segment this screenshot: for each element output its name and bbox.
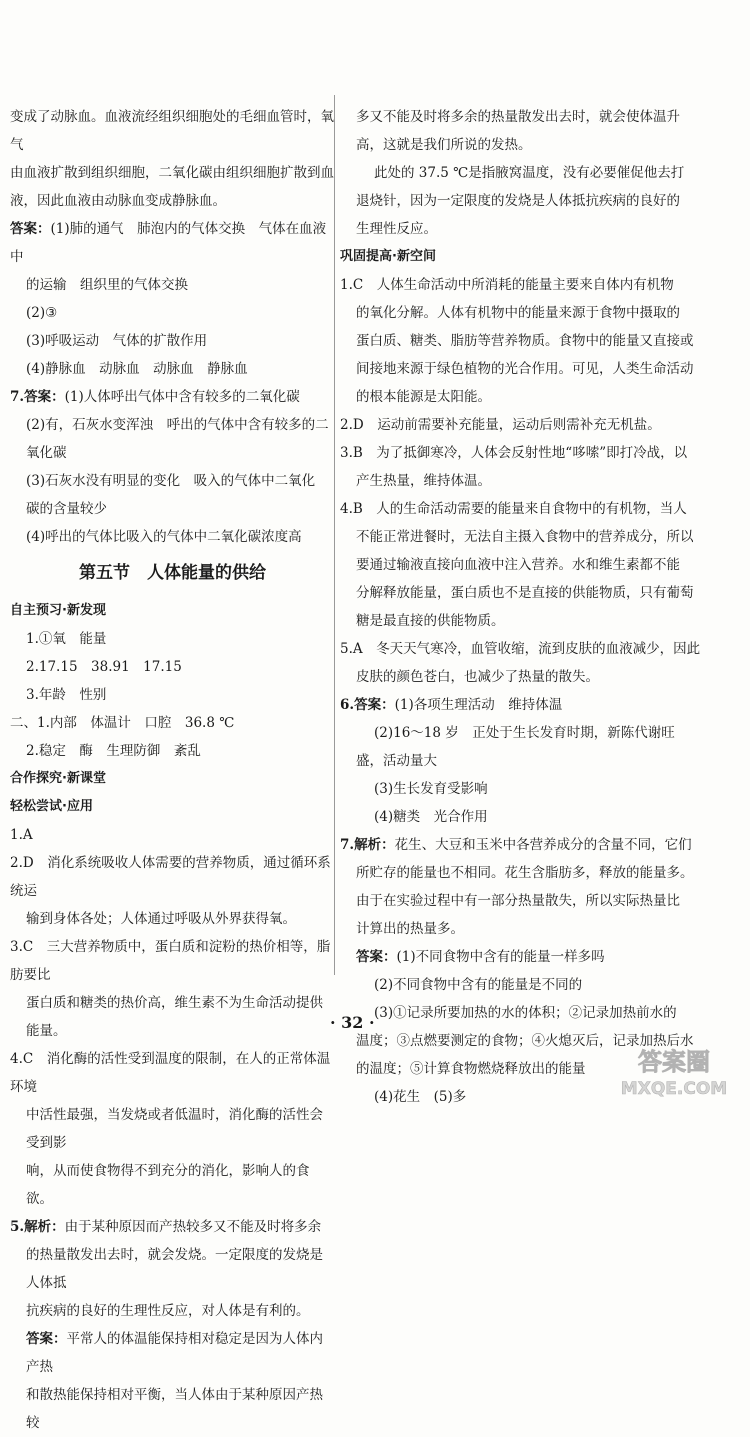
line-text: 中活性最强，当发烧或者低温时，消化酶的活性会受到影 <box>26 1107 323 1151</box>
line-text: 响，从而使食物得不到充分的消化，影响人的食欲。 <box>26 1163 310 1207</box>
text-line <box>10 849 335 905</box>
text-line <box>340 943 715 971</box>
text-line <box>340 215 715 243</box>
text-line <box>10 653 335 681</box>
text-line <box>340 103 715 131</box>
text-line <box>340 775 715 803</box>
text-line <box>10 187 335 215</box>
line-text: 抗疾病的良好的生理性反应，对人体是有利的。 <box>26 1303 310 1319</box>
text-line <box>10 1241 335 1297</box>
text-line <box>10 1297 335 1325</box>
watermark-line2: MXQE.COM <box>620 1079 728 1099</box>
text-line <box>10 681 335 709</box>
text-line <box>10 103 335 159</box>
text-line <box>340 635 715 663</box>
line-text: 1.①氧 能量 <box>26 631 107 647</box>
text-line <box>10 1213 335 1241</box>
text-line <box>340 859 715 887</box>
text-line <box>340 607 715 635</box>
section-title <box>10 559 335 587</box>
text-line <box>10 625 335 653</box>
line-text: 第五节 人体能量的供给 <box>79 563 266 583</box>
text-line <box>10 439 335 467</box>
text-line <box>10 933 335 989</box>
line-text: 自主预习·新发现 <box>10 603 106 618</box>
line-text: 所贮存的能量也不相同。花生含脂肪多，释放的能量多。 <box>356 865 694 881</box>
line-text: 蛋白质和糖类的热价高，维生素不为生命活动提供能量。 <box>26 995 323 1039</box>
text-line <box>340 523 715 551</box>
line-text: 合作探究·新课堂 <box>10 771 106 786</box>
line-text: 的热量散发出去时，就会发烧。一定限度的发烧是人体抵 <box>26 1247 323 1291</box>
text-line <box>10 411 335 439</box>
text-line <box>340 411 715 439</box>
line-text: (2)16～18 岁 正处于生长发育时期，新陈代谢旺 <box>374 725 675 741</box>
answer-label: 7.解析： <box>340 837 395 853</box>
line-text: 糖是最直接的供能物质。 <box>356 613 505 629</box>
text-line <box>340 271 715 299</box>
line-text: 计算出的热量多。 <box>356 921 464 937</box>
text-line <box>10 821 335 849</box>
answer-label: 5.解析： <box>10 1219 65 1235</box>
line-text: 碳的含量较少 <box>26 501 107 517</box>
text-line <box>340 327 715 355</box>
line-text: 4.B 人的生命活动需要的能量来自食物中的有机物，当人 <box>340 501 687 517</box>
line-text: 变成了动脉血。血液流经组织细胞处的毛细血管时，氧气 <box>10 109 334 153</box>
line-text: 巩固提高·新空间 <box>340 249 436 264</box>
text-line <box>10 1325 335 1381</box>
page-number: · 32 · <box>330 1013 375 1032</box>
line-text: 生理性反应。 <box>356 221 437 237</box>
section-heading <box>10 793 335 821</box>
text-line <box>10 215 335 271</box>
text-line <box>10 737 335 765</box>
line-text: 3.年龄 性别 <box>26 687 107 703</box>
text-line <box>340 747 715 775</box>
text-line <box>10 299 335 327</box>
text-line <box>340 831 715 859</box>
line-text: 和散热能保持相对平衡，当人体由于某种原因产热较 <box>26 1387 323 1431</box>
line-text: 不能正常进餐时，无法自主摄入食物中的营养成分，所以 <box>356 529 694 545</box>
left-column <box>10 103 335 1437</box>
line-text: (4)呼出的气体比吸入的气体中二氧化碳浓度高 <box>26 529 302 545</box>
line-text: 液，因此血液由动脉血变成静脉血。 <box>10 193 226 209</box>
text-line <box>10 989 335 1045</box>
text-line <box>340 299 715 327</box>
text-line <box>340 579 715 607</box>
line-text: 由于某种原因而产热较多又不能及时将多余 <box>64 1219 322 1235</box>
watermark-logo <box>612 1044 737 1100</box>
answer-label: 答案： <box>26 1331 67 1347</box>
text-line <box>340 551 715 579</box>
line-text: (1)肺的通气 肺泡内的气体交换 气体在血液中 <box>10 221 327 265</box>
text-line <box>340 355 715 383</box>
text-line <box>10 355 335 383</box>
line-text: 的运输 组织里的气体交换 <box>26 277 188 293</box>
line-text: 皮肤的颜色苍白，也减少了热量的散失。 <box>356 669 599 685</box>
section-heading <box>340 243 715 271</box>
text-line <box>10 1157 335 1213</box>
line-text: 4.C 消化酶的活性受到温度的限制，在人的正常体温环境 <box>10 1051 331 1095</box>
line-text: (4)静脉血 动脉血 动脉血 静脉血 <box>26 361 248 377</box>
line-text: 5.A 冬天天气寒冷，血管收缩，流到皮肤的血液减少，因此 <box>340 641 701 657</box>
text-line <box>340 467 715 495</box>
text-line <box>10 271 335 299</box>
line-text: 多又不能及时将多余的热量散发出去时，就会使体温升 <box>356 109 680 125</box>
section-heading <box>10 597 335 625</box>
line-text: 温度；③点燃要测定的食物；④火熄灭后，记录加热后水 <box>356 1033 694 1049</box>
line-text: 1.A <box>10 827 33 843</box>
text-line <box>340 887 715 915</box>
text-line <box>10 383 335 411</box>
line-text: (3)石灰水没有明显的变化 吸入的气体中二氧化 <box>26 473 316 489</box>
text-line <box>340 691 715 719</box>
text-line <box>10 327 335 355</box>
line-text: (2)有，石灰水变浑浊 呼出的气体中含有较多的二 <box>26 417 329 433</box>
text-line <box>10 905 335 933</box>
line-text: 1.C 人体生命活动中所消耗的能量主要来自体内有机物 <box>340 277 674 293</box>
text-line <box>340 495 715 523</box>
line-text: 花生、大豆和玉米中各营养成分的含量不同，它们 <box>394 837 692 853</box>
section-heading <box>10 765 335 793</box>
right-column <box>340 103 715 1111</box>
answer-label: 答案： <box>356 949 397 965</box>
line-text: 由血液扩散到组织细胞，二氧化碳由组织细胞扩散到血 <box>10 165 334 181</box>
text-line <box>10 1101 335 1157</box>
line-text: 输到身体各处；人体通过呼吸从外界获得氧。 <box>26 911 296 927</box>
line-text: 产生热量，维持体温。 <box>356 473 491 489</box>
answer-label: 7.答案： <box>10 389 65 405</box>
line-text: 2.稳定 酶 生理防御 紊乱 <box>26 743 201 759</box>
text-line <box>10 467 335 495</box>
line-text: 由于在实验过程中有一部分热量散失，所以实际热量比 <box>356 893 680 909</box>
text-line <box>10 495 335 523</box>
watermark-line1: 答案圈 <box>638 1048 710 1076</box>
text-line <box>340 971 715 999</box>
text-line <box>340 999 715 1027</box>
line-text: 2.D 运动前需要补充能量，运动后则需补充无机盐。 <box>340 417 661 433</box>
answer-label: 6.答案： <box>340 697 395 713</box>
line-text: (4)糖类 光合作用 <box>374 809 488 825</box>
line-text: 3.C 三大营养物质中，蛋白质和淀粉的热价相等，脂肪要比 <box>10 939 331 983</box>
text-line <box>340 159 715 187</box>
line-text: 3.B 为了抵御寒冷，人体会反射性地“哆嗦”即打冷战，以 <box>340 445 688 461</box>
line-text: 二、1.内部 体温计 口腔 36.8 ℃ <box>10 715 235 731</box>
line-text: (3)①记录所要加热的水的体积；②记录加热前水的 <box>374 1005 677 1021</box>
line-text: 2.D 消化系统吸收人体需要的营养物质，通过循环系统运 <box>10 855 331 899</box>
text-line <box>10 159 335 187</box>
text-line <box>340 915 715 943</box>
line-text: (3)呼吸运动 气体的扩散作用 <box>26 333 208 349</box>
line-text: 盛，活动量大 <box>356 753 437 769</box>
answer-label: 答案： <box>10 221 51 237</box>
line-text: (3)生长发育受影响 <box>374 781 488 797</box>
line-text: 平常人的体温能保持相对稳定是因为人体内产热 <box>26 1331 323 1375</box>
text-line <box>10 709 335 737</box>
column-divider <box>334 95 335 975</box>
line-text: 的温度；⑤计算食物燃烧释放出的能量 <box>356 1061 586 1077</box>
line-text: 要通过输液直接向血液中注入营养。水和维生素都不能 <box>356 557 680 573</box>
line-text: (4)花生 (5)多 <box>374 1089 467 1105</box>
line-text: (2)不同食物中含有的能量是不同的 <box>374 977 583 993</box>
line-text: 蛋白质、糖类、脂肪等营养物质。食物中的能量又直接或 <box>356 333 694 349</box>
text-line <box>340 803 715 831</box>
line-text: 的根本能源是太阳能。 <box>356 389 491 405</box>
text-line <box>340 383 715 411</box>
line-text: 退烧针，因为一定限度的发烧是人体抵抗疾病的良好的 <box>356 193 680 209</box>
line-text: 的氧化分解。人体有机物中的能量来源于食物中摄取的 <box>356 305 680 321</box>
line-text: 此处的 37.5 ℃是指腋窝温度，没有必要催促他去打 <box>374 165 685 181</box>
text-line <box>340 719 715 747</box>
line-text: (1)各项生理活动 维持体温 <box>394 697 563 713</box>
line-text: 高，这就是我们所说的发热。 <box>356 137 532 153</box>
line-text: 轻松尝试·应用 <box>10 799 93 814</box>
text-line <box>340 131 715 159</box>
text-line <box>340 663 715 691</box>
line-text: (1)不同食物中含有的能量一样多吗 <box>396 949 605 965</box>
line-text: 2.17.15 38.91 17.15 <box>26 659 182 675</box>
line-text: (2)③ <box>26 305 58 321</box>
text-line <box>340 187 715 215</box>
line-text: (1)人体呼出气体中含有较多的二氧化碳 <box>64 389 300 405</box>
line-text: 氧化碳 <box>26 445 67 461</box>
line-text: 分解释放能量，蛋白质也不是直接的供能物质，只有葡萄 <box>356 585 694 601</box>
text-line <box>10 523 335 551</box>
text-line <box>10 1381 335 1437</box>
text-line <box>340 439 715 467</box>
line-text: 间接地来源于绿色植物的光合作用。可见，人类生命活动 <box>356 361 694 377</box>
text-line <box>10 1045 335 1101</box>
